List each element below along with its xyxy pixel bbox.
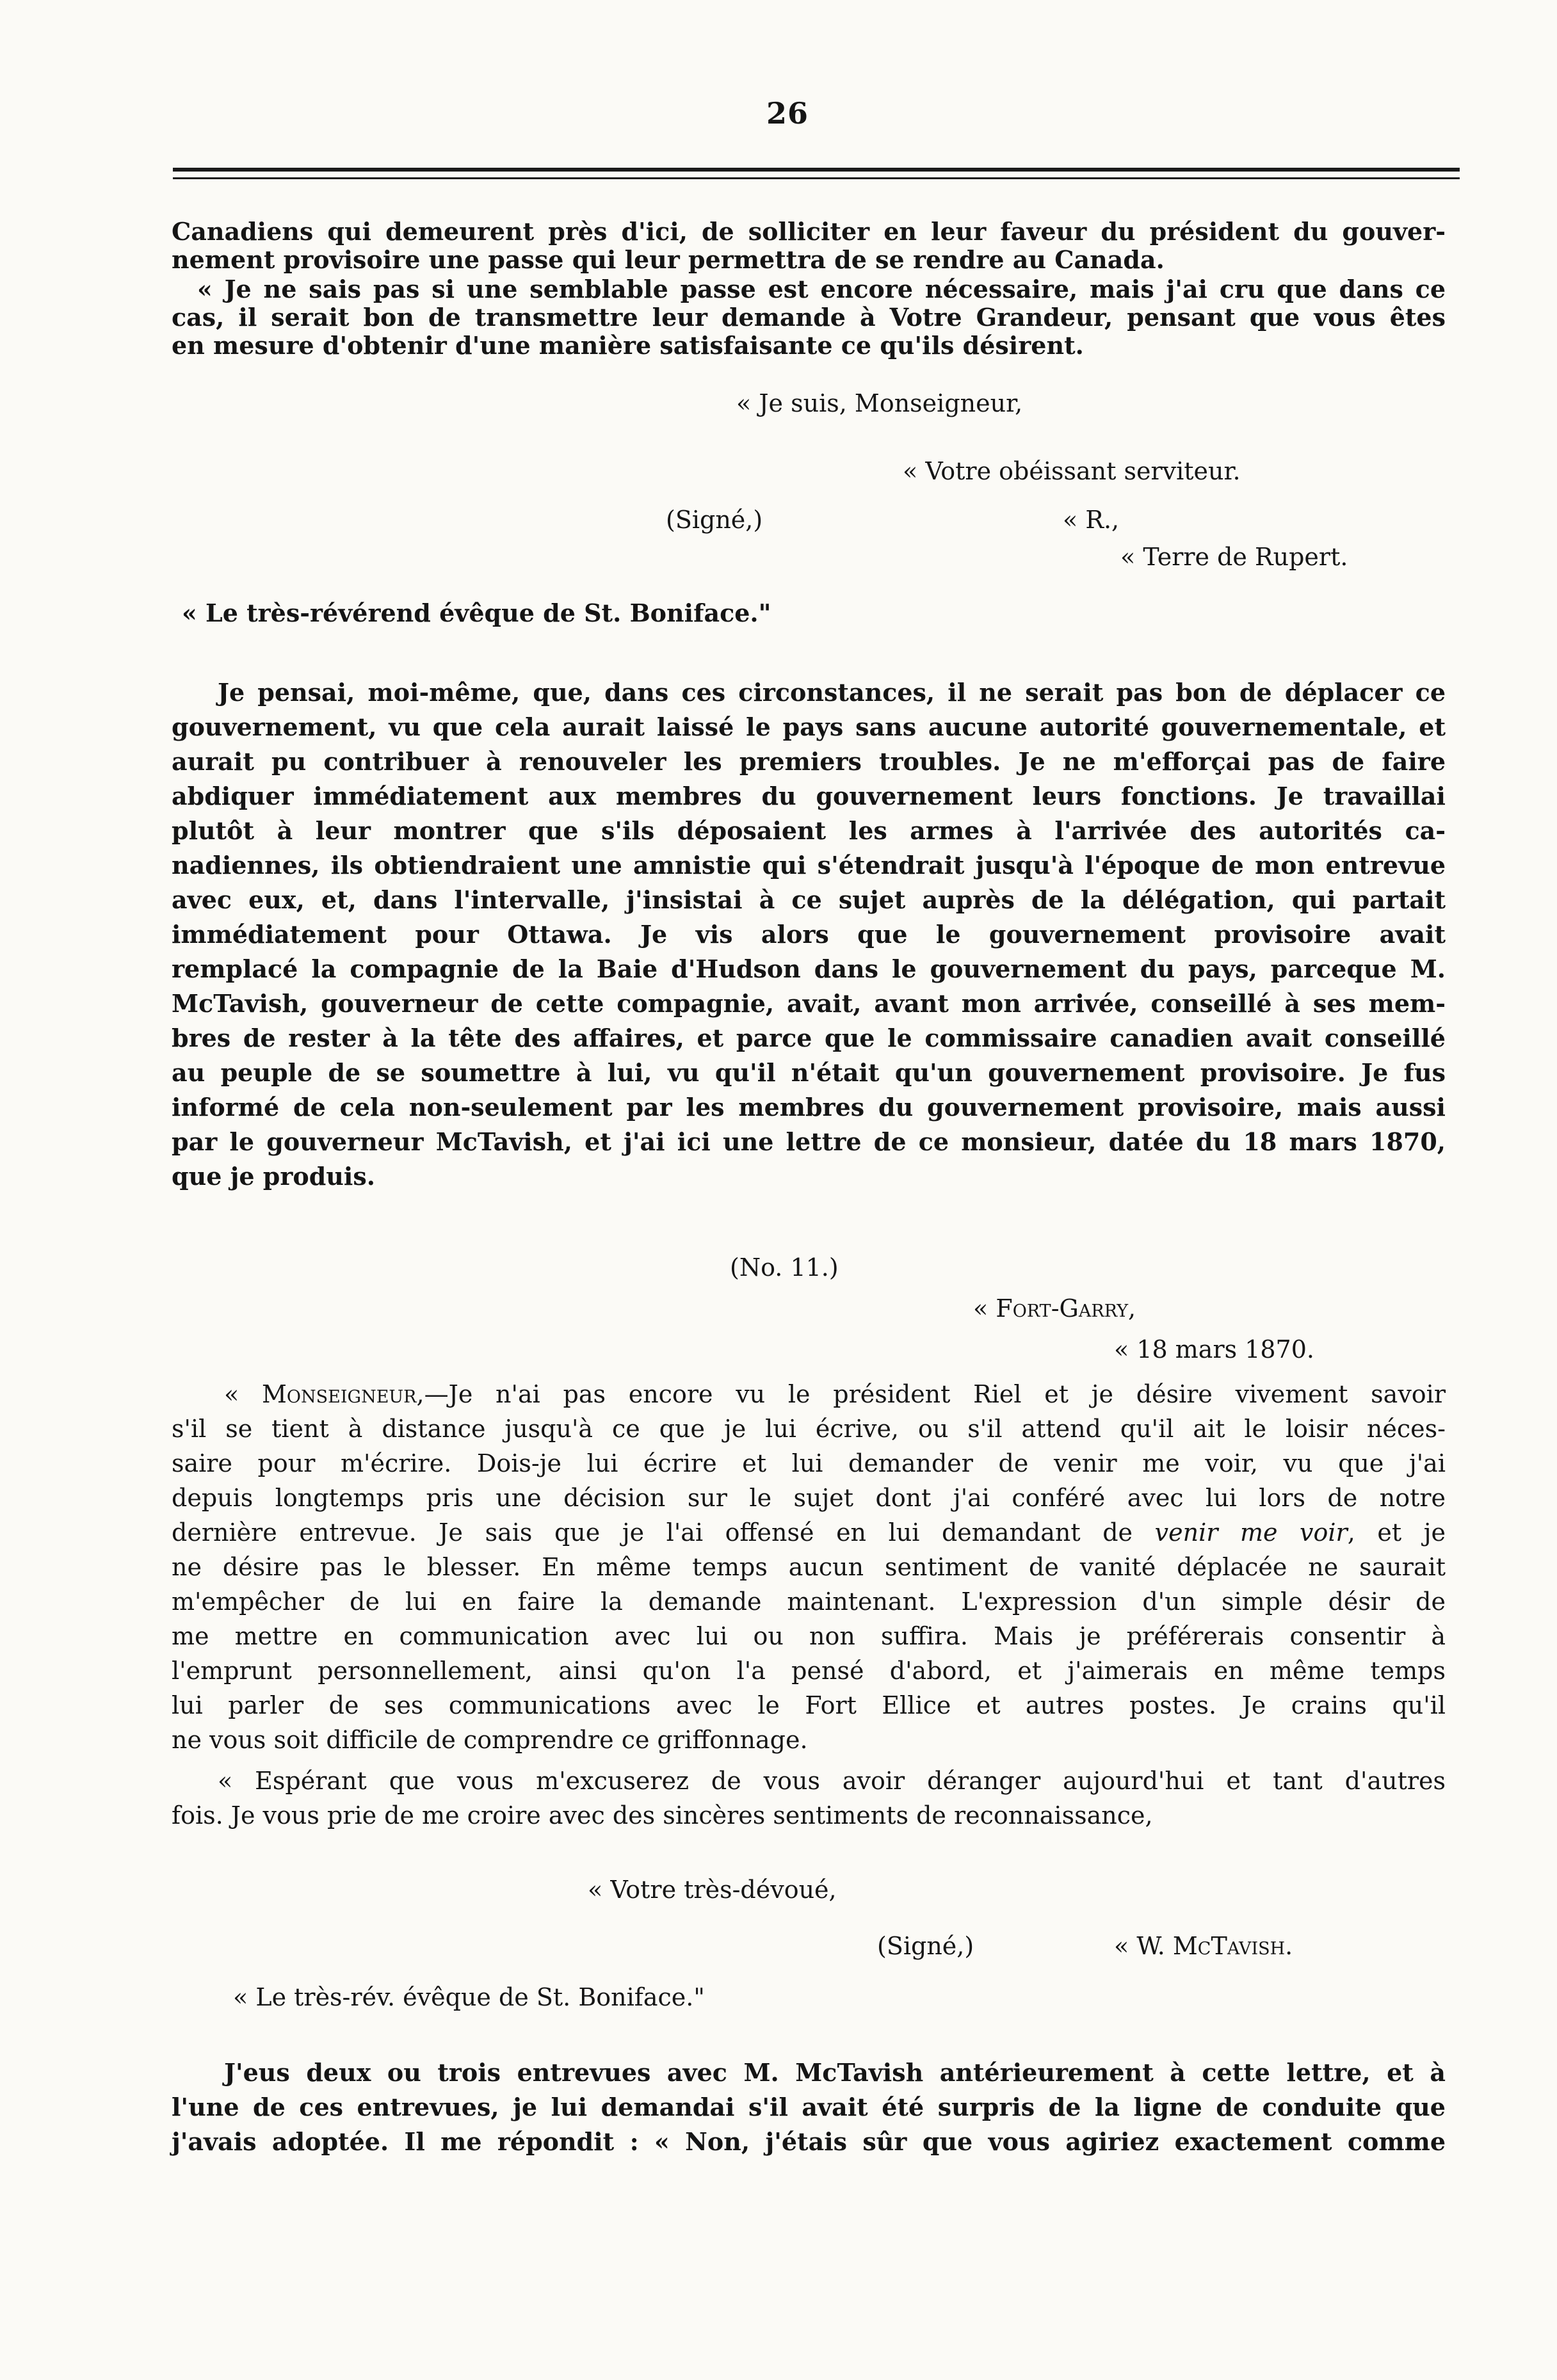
text-line: que je produis.: [172, 1162, 375, 1191]
text-line: informé de cela non-seulement par les membres du gouvernement provisoire, mais aussi: [172, 1093, 1446, 1122]
letter-closing: « Votre très-dévoué,: [588, 1876, 837, 1904]
text-line: abdiquer immédiatement aux membres du gouvernement leurs fonctions. Je travaillai: [172, 782, 1446, 810]
text-line: nement provisoire une passe qui leur permettra de se rendre au Canada.: [172, 245, 1165, 274]
salutation: « Monseigneur,: [224, 1380, 424, 1408]
header-rule-thin: [173, 177, 1460, 179]
page-number: 26: [766, 96, 809, 131]
signed-label: (Signé,): [877, 1932, 974, 1960]
text-line: aurait pu contribuer à renouveler les premiers troubles. Je ne m'efforçai pas de faire: [172, 747, 1446, 776]
signature-place: « Terre de Rupert.: [1120, 543, 1348, 571]
text-line: saire pour m'écrire. Dois-je lui écrire et lui demander de venir me voir, vu que j'ai: [172, 1449, 1446, 1477]
text-line: l'emprunt personnellement, ainsi qu'on l'a pensé d'abord, et j'aimerais en même temps: [172, 1657, 1446, 1685]
text-line: McTavish, gouverneur de cette compagnie, avait, avant mon arrivée, conseillé à ses mem-: [172, 989, 1446, 1018]
text-line: depuis longtemps pris une décision sur le sujet dont j'ai conféré avec lui lors de notre: [172, 1484, 1446, 1512]
text-line: immédiatement pour Ottawa. Je vis alors que le gouvernement provisoire avait: [172, 920, 1446, 949]
text-line: nadiennes, ils obtiendraient une amnistie qui s'étendrait jusqu'à l'époque de mon entrevue: [172, 851, 1446, 880]
addressee: « Le très-révérend évêque de St. Boniface.": [182, 599, 771, 627]
text-line: en mesure d'obtenir d'une manière satisfaisante ce qu'ils désirent.: [172, 331, 1084, 360]
header-rule: [173, 168, 1460, 172]
text-line: plutôt à leur montrer que s'ils déposaient les armes à l'arrivée des autorités ca-: [172, 816, 1446, 845]
text-line: remplacé la compagnie de la Baie d'Hudson dans le gouvernement du pays, parceque M.: [172, 954, 1446, 983]
signature-name: « R.,: [1063, 506, 1120, 534]
text-line: au peuple de se soumettre à lui, vu qu'il n'était qu'un gouvernement provisoire. Je fus: [172, 1058, 1446, 1087]
letter-number: (No. 11.): [730, 1253, 839, 1282]
text-line: avec eux, et, dans l'intervalle, j'insistai à ce sujet auprès de la délégation, qui partait: [172, 885, 1446, 914]
text-line: l'une de ces entrevues, je lui demandai s'il avait été surpris de la ligne de conduite que: [172, 2093, 1446, 2121]
text-line: m'empêcher de lui en faire la demande maintenant. L'expression d'un simple désir de: [172, 1588, 1446, 1616]
text-line: cas, il serait bon de transmettre leur demande à Votre Grandeur, pensant que vous êtes: [172, 303, 1446, 332]
text-line: j'avais adoptée. Il me répondit : « Non, j'étais sûr que vous agiriez exactement comme: [172, 2127, 1446, 2156]
text-line: J'eus deux ou trois entrevues avec M. McTavish antérieurement à cette lettre, et à: [224, 2058, 1446, 2087]
text-line: Je pensai, moi-même, que, dans ces circonstances, il ne serait pas bon de déplacer ce: [218, 678, 1446, 707]
letter-addressee: « Le très-rév. évêque de St. Boniface.": [233, 1983, 705, 2011]
text-line: Canadiens qui demeurent près d'ici, de solliciter en leur faveur du président du gouver-: [172, 217, 1446, 246]
text-line: me mettre en communication avec lui ou non suffira. Mais je préférerais consentir à: [172, 1622, 1446, 1650]
text-line: ne vous soit difficile de comprendre ce griffonnage.: [172, 1726, 808, 1754]
text-line: s'il se tient à distance jusqu'à ce que je lui écrive, ou s'il attend qu'il ait le loisir néces-: [172, 1415, 1446, 1443]
letter-date: « 18 mars 1870.: [1114, 1335, 1314, 1363]
closing-line: « Votre obéissant serviteur.: [903, 457, 1241, 485]
text-line: dernière entrevue. Je sais que je l'ai offensé en lui demandant de venir me voir, et je: [172, 1518, 1446, 1547]
text-line: « Espérant que vous m'excuserez de vous avoir déranger aujourd'hui et tant d'autres: [218, 1767, 1446, 1795]
letter-place: « Fort-Garry,: [973, 1294, 1136, 1323]
text-line: par le gouverneur McTavish, et j'ai ici une lettre de ce monsieur, datée du 18 mars 1870,: [172, 1127, 1446, 1156]
text-line: bres de rester à la tête des affaires, et parce que le commissaire canadien avait conseillé: [172, 1024, 1446, 1052]
text-line: fois. Je vous prie de me croire avec des sincères sentiments de reconnaissance,: [172, 1801, 1153, 1829]
text-line: « Monseigneur,—Je n'ai pas encore vu le président Riel et je désire vivement savoir: [224, 1380, 1446, 1408]
signed-label: (Signé,): [666, 506, 763, 534]
text-line: « Je ne sais pas si une semblable passe est encore nécessaire, mais j'ai cru que dans ce: [197, 275, 1446, 303]
closing-line: « Je suis, Monseigneur,: [736, 389, 1023, 417]
text-line: gouvernement, vu que cela aurait laissé le pays sans aucune autorité gouvernementale, et: [172, 712, 1446, 741]
text-line: lui parler de ses communications avec le Fort Ellice et autres postes. Je crains qu'il: [172, 1691, 1446, 1719]
letter-signature: « W. McTavish.: [1114, 1932, 1293, 1960]
text-line: ne désire pas le blesser. En même temps aucun sentiment de vanité déplacée ne saurait: [172, 1553, 1446, 1581]
